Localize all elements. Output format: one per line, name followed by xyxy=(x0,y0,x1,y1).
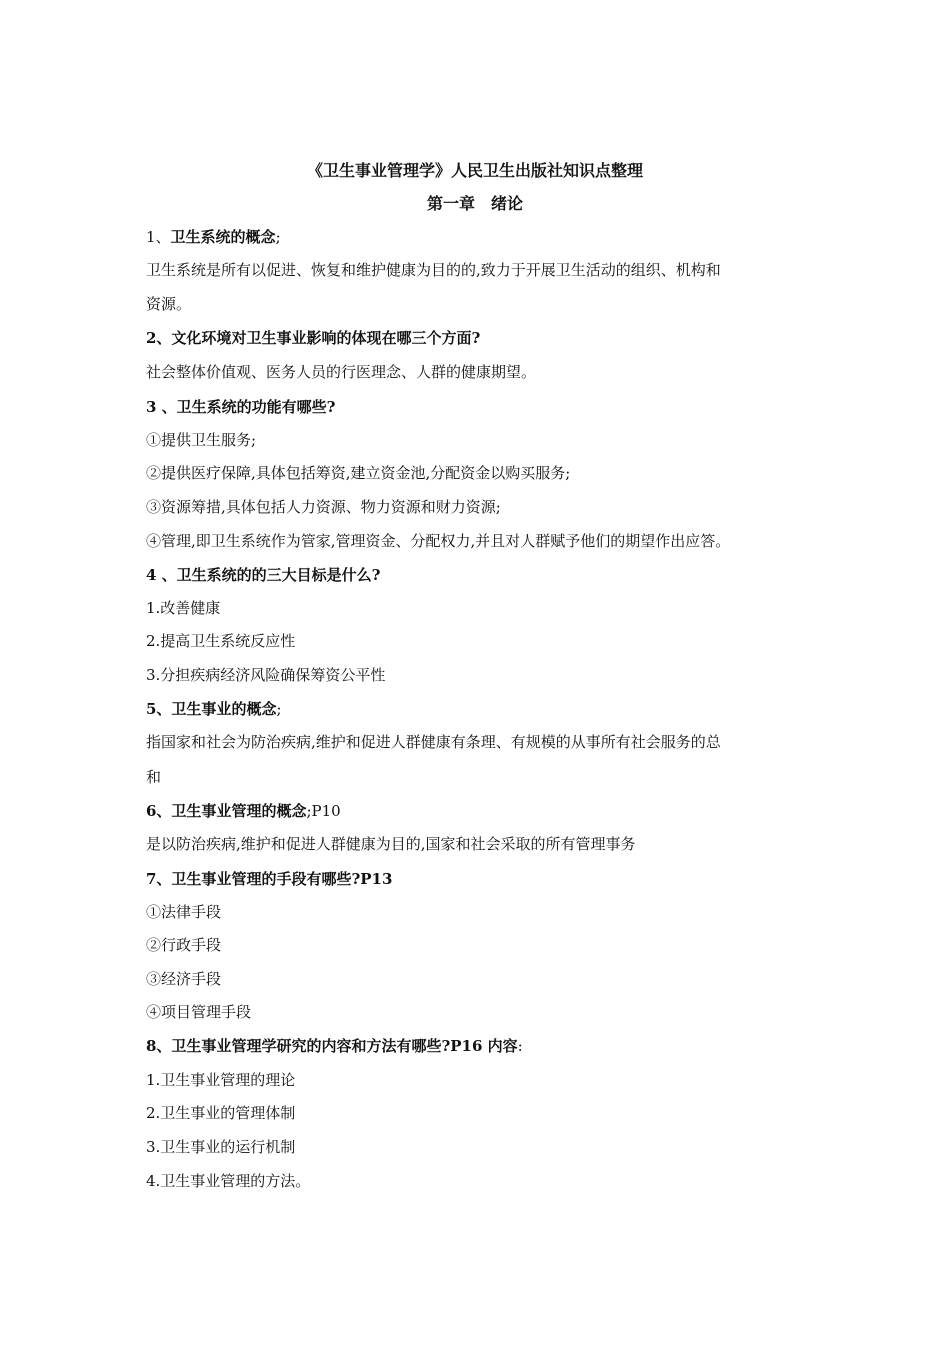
question-suffix: ;P10 xyxy=(306,802,341,820)
answer-line: 社会整体价值观、医务人员的行医理念、人群的健康期望。 xyxy=(146,363,537,381)
question-line xyxy=(146,800,816,822)
answer-line: ③经济手段 xyxy=(146,970,222,988)
question-text: 7、卫生事业管理的手段有哪些?P13 xyxy=(146,870,393,888)
answer-line: ④项目管理手段 xyxy=(146,1003,252,1021)
answer-line: 卫生系统是所有以促进、恢复和维护健康为目的的,致力于开展卫生活动的组织、机构和 xyxy=(146,261,721,279)
question-line xyxy=(146,1035,816,1057)
answer-line: 2.卫生事业的管理体制 xyxy=(146,1104,296,1122)
question-text: 3 、卫生系统的功能有哪些? xyxy=(146,398,336,416)
answer-line: ②提供医疗保障,具体包括筹资,建立资金池,分配资金以购买服务; xyxy=(146,464,571,482)
question-line xyxy=(146,327,816,349)
answer-line: ①提供卫生服务; xyxy=(146,431,257,449)
answer-line: 2.提高卫生系统反应性 xyxy=(146,632,296,650)
document-title: 《卫生事业管理学》人民卫生出版社知识点整理 xyxy=(306,161,643,180)
answer-line: 1.改善健康 xyxy=(146,599,221,617)
answer-line: 1.卫生事业管理的理论 xyxy=(146,1071,296,1089)
answer-line: 3.分担疾病经济风险确保筹资公平性 xyxy=(146,666,386,684)
question-text: 卫生系统的概念 xyxy=(170,228,276,246)
question-line xyxy=(146,698,816,720)
question-text: 6、卫生事业管理的概念 xyxy=(146,802,307,820)
chapter-heading: 第一章 绪论 xyxy=(426,194,523,213)
question-line xyxy=(146,564,816,586)
answer-line: ③资源筹措,具体包括人力资源、物力资源和财力资源; xyxy=(146,498,501,516)
question-text: 4 、卫生系统的的三大目标是什么? xyxy=(146,566,381,584)
question-text: 8、卫生事业管理学研究的内容和方法有哪些?P16 内容 xyxy=(146,1037,518,1055)
question-suffix: ; xyxy=(275,228,281,246)
answer-line: ②行政手段 xyxy=(146,936,222,954)
question-line xyxy=(146,868,816,890)
answer-line: ④管理,即卫生系统作为管家,管理资金、分配权力,并且对人群赋予他们的期望作出应答。 xyxy=(146,532,731,550)
answer-line: 是以防治疾病,维护和促进人群健康为目的,国家和社会采取的所有管理事务 xyxy=(146,835,636,853)
answer-line: 资源。 xyxy=(146,295,192,313)
question-line xyxy=(146,226,816,248)
question-suffix: ; xyxy=(276,700,282,718)
answer-line: 和 xyxy=(146,768,162,786)
question-text: 5、卫生事业的概念 xyxy=(146,700,277,718)
answer-line: 4.卫生事业管理的方法。 xyxy=(146,1172,311,1190)
question-line xyxy=(146,396,816,418)
answer-line: 指国家和社会为防治疾病,维护和促进人群健康有条理、有规模的从事所有社会服务的总 xyxy=(146,733,721,751)
answer-line: 3.卫生事业的运行机制 xyxy=(146,1138,296,1156)
question-text: 2、文化环境对卫生事业影响的体现在哪三个方面? xyxy=(146,329,481,347)
question-number: 1、 xyxy=(146,228,171,246)
question-suffix: : xyxy=(517,1037,523,1055)
answer-line: ①法律手段 xyxy=(146,903,222,921)
